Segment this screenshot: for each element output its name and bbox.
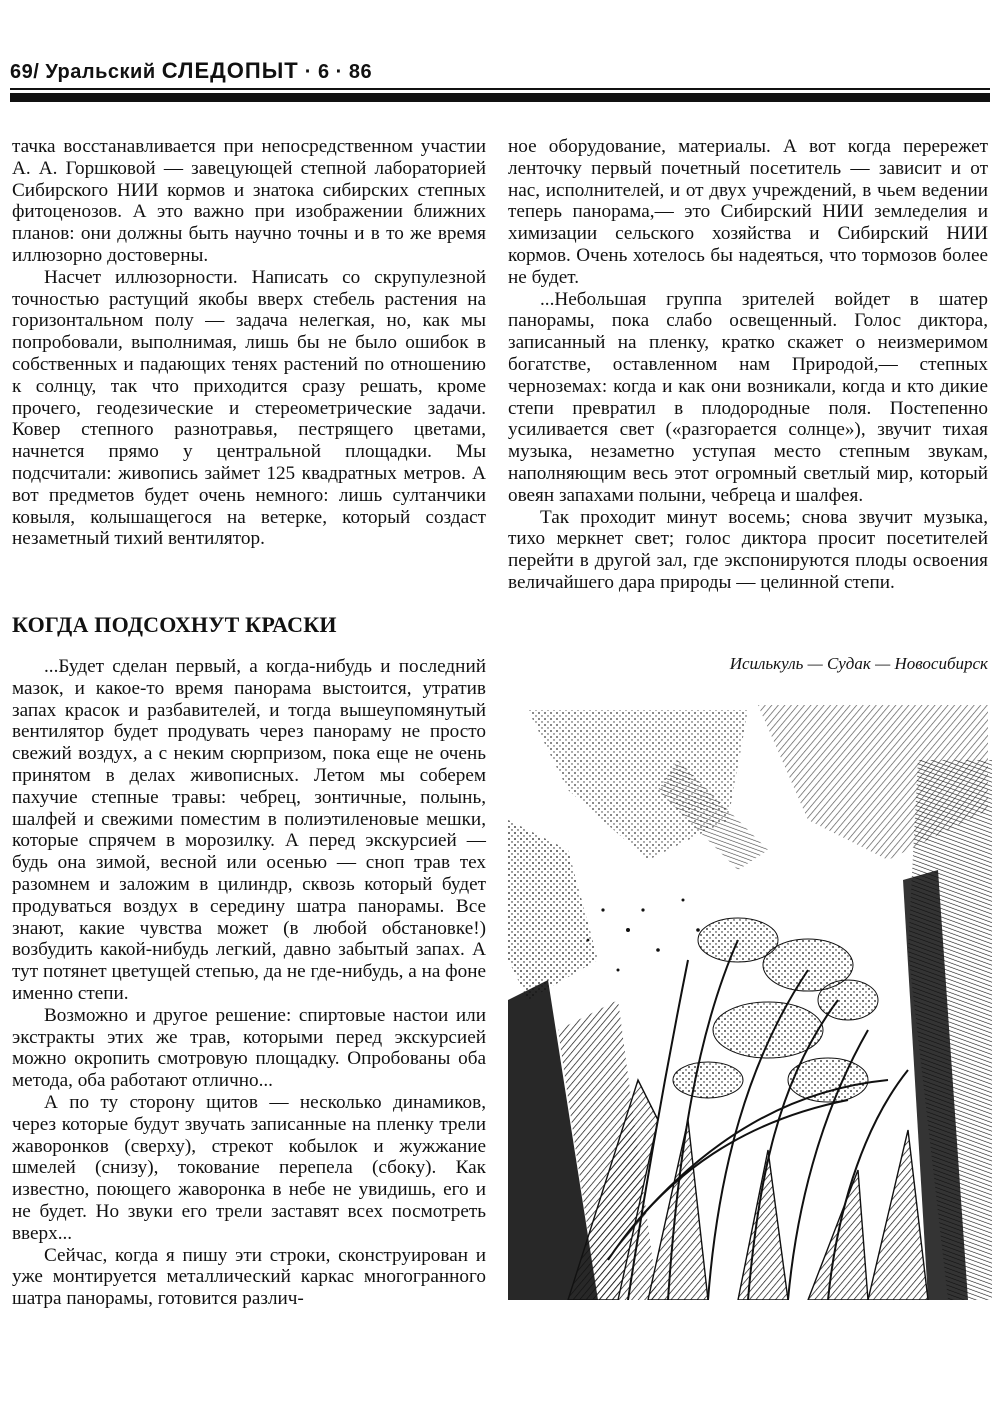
paragraph: ное оборудование, материалы. А вот когда перережет ленточку первый почетный посетитель — зависит и от нас, исполнителей, и от двух учреждений, в чьем ведении теперь панорама,— это Сибирский НИИ земледелия и химизации сельского хозяйства и Сибирский НИИ кормов. Очень хотелось бы надеяться, что тормозов более не будет. [508,136,988,288]
paragraph: ...Будет сделан первый, а когда-нибудь и последний мазок, и какое-то время панорама выстоится, утратив запах красок и разбавителей, и тогда вышеупомянутый вентилятор будет продувать через панораму не просто свежий воздух, а с неким сюрпризом, пока еще не очень принятом в делах живописных. Летом мы соберем пахучие степные травы: чебрец, зонтичные, полынь, шалфей и свежими поместим в полиэтиленовые мешки, которые спрячем в морозилку. А перед экскурсией — будь она зимой, весной или осенью — сноп трав тех разомнем и заложим в цилиндр, сквозь который будет продуваться воздух в середину шатра панорамы. Все знают, какие чувства может (в любой обстановке!) возбудить какой-нибудь легкий, давно забытый запах. А тут потянет цветущей степью, да не где-нибудь, а на фоне именно степи. [12,656,486,1004]
steppe-grass-illustration [508,700,992,1300]
right-column [508,136,988,594]
paragraph: Сейчас, когда я пишу эти строки, сконструирован и уже монтируется металлический каркас многогранного шатра панорамы, готовится различ- [12,1244,486,1310]
header-rule-thick [10,93,990,102]
author-places-signature: Исилькуль — Судак — Новосибирск [729,654,988,673]
page-header [10,58,372,84]
left-column-bottom [12,656,486,1310]
paragraph: Возможно и другое решение: спиртовые настои или экстракты этих же трав, которыми перед экскурсией можно окропить смотровую площадку. Опробованы оба метода, оба работают отлично... [12,1004,486,1092]
issue-number: · 6 · 86 [304,61,373,83]
paragraph: А по ту сторону щитов — несколько динамиков, через которые будут звучать записанные на пленку трели жаворонков (сверху), стрекот кобылок и жужжание шмелей (снизу), токование перепела (сбоку). Как известно, поющего жаворонка в небе не увидишь, его и не будет. Но звуки его трели заставят всех посмотреть вверх... [12,1091,486,1244]
magazine-brand: СЛЕДОПЫТ [161,58,299,83]
paragraph: тачка восстанавливается при непосредственном участии А. А. Горшковой — завецующей степной лабораторией Сибирского НИИ кормов и знатока сибирских степных фитоценозов. А это важно при изображении ближних планов: они должны быть научно точны и в то же время иллюзорно достоверны. [12,136,486,266]
magazine-name: Уральский [45,61,156,83]
page-number: 69/ [10,61,40,83]
header-rule-thin [10,88,990,90]
section-heading: КОГДА ПОДСОХНУТ КРАСКИ [12,612,337,637]
left-column-top [12,136,486,550]
paragraph: ...Небольшая группа зрителей войдет в шатер панорамы, пока слабо освещенный. Голос диктора, записанный на пленку, кратко скажет о неизмеримом богатстве, оставленном нам Природой,— степных черноземах: когда и как они возникали, когда и кто дикие степи превратил в плодородные поля. Постепенно усиливается свет («разгорается солнце»), звучит тихая музыка, незаметно уступая место степным звукам, наполняющим весь этот огромный светлый мир, который овеян запахами полыни, чебреца и шалфея. [508,288,988,506]
paragraph: Насчет иллюзорности. Написать со скрупулезной точностью растущий якобы вверх стебель растения на горизонтальном полу — задача нелегкая, но, как мы попробовали, выполнимая, лишь бы не было ошибок в собственных и падающих тенях растений по отношению к солнцу, так что приходится сразу решать, кроме прочего, геодезические и стереометрические задачи. Ковер степного разнотравья, пестрящего цветами, начнется прямо у центральной площадки. Мы подсчитали: живопись займет 125 квадратных метров. А вот предметов будет очень немного: лишь султанчики ковыля, колышащегося на ветерке, который создаст незаметный тихий вентилятор. [12,266,486,550]
paragraph: Так проходит минут восемь; снова звучит музыка, тихо меркнет свет; голос диктора просит посетителей перейти в другой зал, где экспонируются плоды освоения величайшего дара природы — целинной степи. [508,506,988,593]
